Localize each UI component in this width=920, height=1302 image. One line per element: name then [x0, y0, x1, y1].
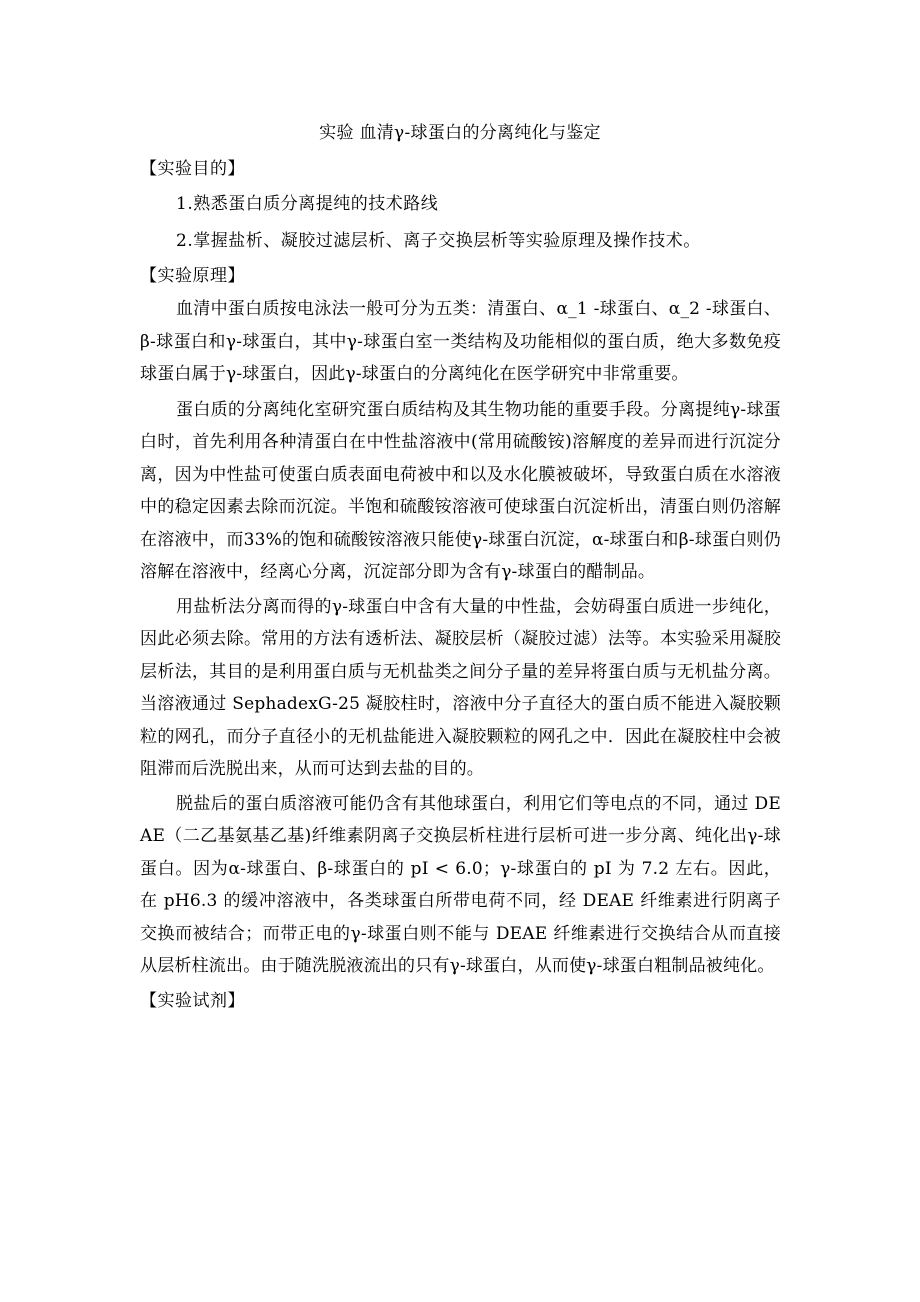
principle-paragraph: 蛋白质的分离纯化室研究蛋白质结构及其生物功能的重要手段。分离提纯γ-球蛋白时，首先利用各种清蛋白在中性盐溶液中(常用硫酸铵)溶解度的差异而进行沉淀分离，因为中性盐可使蛋白质表面电荷被中和以及水化膜被破坏，导致蛋白质在水溶液中的稳定因素去除而沉淀。半饱和硫酸铵溶液可使球蛋白沉淀析出，清蛋白则仍溶解在溶液中，而33%的饱和硫酸铵溶液只能使γ-球蛋白沉淀，α-球蛋白和β-球蛋白则仍溶解在溶液中，经离心分离，沉淀部分即为含有γ-球蛋白的醋制品。 [140, 399, 781, 582]
purpose-item: 1.熟悉蛋白质分离提纯的技术路线 [176, 194, 439, 214]
reagents-heading: 【实验试剂】 [140, 990, 245, 1011]
principle-heading: 【实验原理】 [140, 266, 245, 286]
principle-paragraph: 血清中蛋白质按电泳法一般可分为五类：清蛋白、α_1 -球蛋白、α_2 -球蛋白、β-球蛋白和γ-球蛋白，其中γ-球蛋白室一类结构及功能相似的蛋白质，绝大多数免疫球蛋白属于γ-球蛋白，因此γ-球蛋白的分离纯化在医学研究中非常重要。 [140, 299, 781, 384]
document-title: 实验 血清γ-球蛋白的分离纯化与鉴定 [319, 123, 601, 143]
principle-paragraph: 脱盐后的蛋白质溶液可能仍含有其他球蛋白，利用它们等电点的不同，通过 DEAE（二乙基氨基乙基)纤维素阴离子交换层析柱进行层析可进一步分离、纯化出γ-球蛋白。因为α-球蛋白、β-球蛋白的 pI < 6.0；γ-球蛋白的 pI 为 7.2 左右。因此，在 pH6.3 的缓冲溶液中，各类球蛋白所带电荷不同，经 DEAE 纤维素进行阴离子交换而被结合；而带正电的γ-球蛋白则不能与 DEAE 纤维素进行交换结合从而直接从层析柱流出。由于随洗脱液流出的只有γ-球蛋白，从而使γ-球蛋白粗制品被纯化。 [140, 793, 781, 976]
principle-paragraph: 用盐析法分离而得的γ-球蛋白中含有大量的中性盐，会妨碍蛋白质进一步纯化，因此必须去除。常用的方法有透析法、凝胶层析（凝胶过滤）法等。本实验采用凝胶层析法，其目的是利用蛋白质与无机盐类之间分子量的差异将蛋白质与无机盐分离。当溶液通过 SephadexG-25 凝胶柱时，溶液中分子直径大的蛋白质不能进入凝胶颗粒的网孔，而分子直径小的无机盐能进入凝胶颗粒的网孔之中．因此在凝胶柱中会被阻滞而后洗脱出来，从而可达到去盐的目的。 [140, 596, 781, 779]
purpose-heading: 【实验目的】 [140, 159, 245, 179]
document-body [140, 153, 781, 1018]
purpose-item: 2.掌握盐析、凝胶过滤层析、离子交换层析等实验原理及操作技术。 [176, 231, 701, 251]
